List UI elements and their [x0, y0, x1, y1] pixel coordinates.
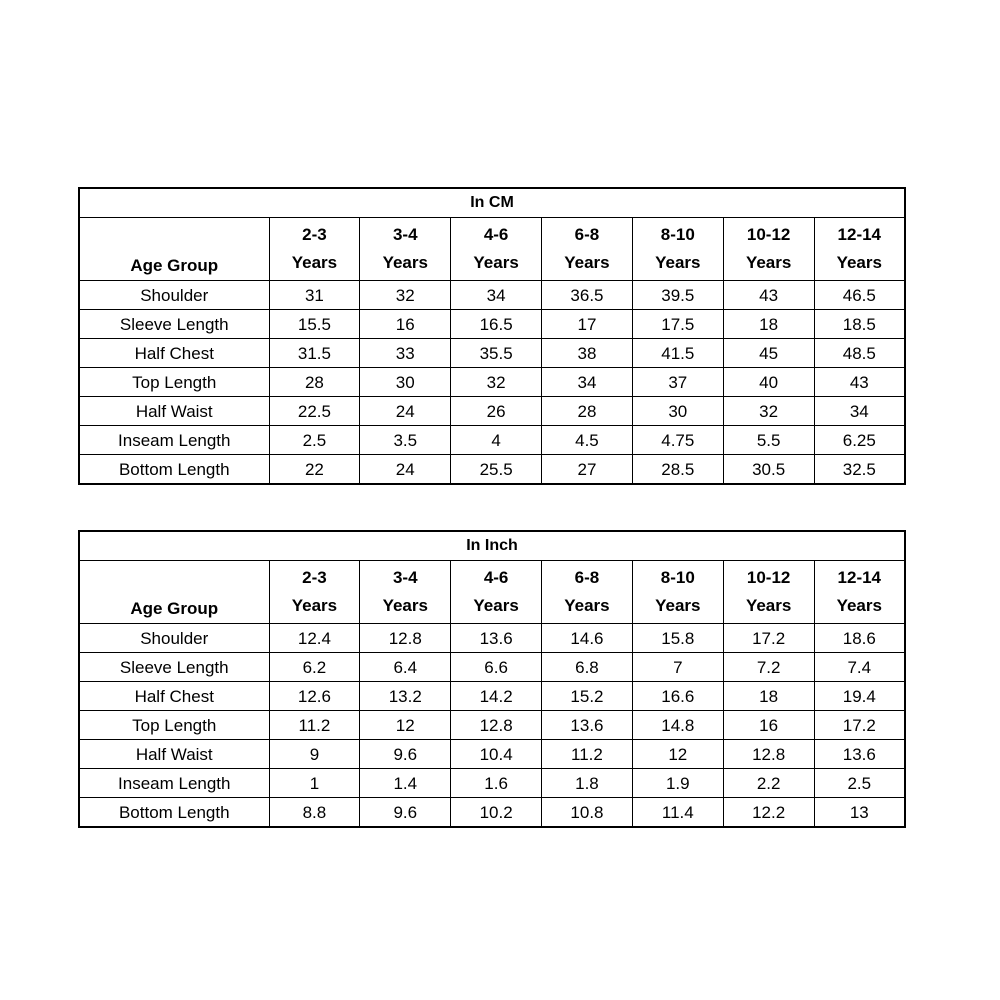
age-column-header — [542, 218, 633, 281]
measurement-value: 17.2 — [723, 624, 814, 653]
measurement-label: Shoulder — [79, 624, 269, 653]
measurement-value: 6.4 — [360, 653, 451, 682]
table-row — [79, 426, 905, 455]
measurement-value: 17.5 — [632, 310, 723, 339]
measurement-value: 28 — [542, 397, 633, 426]
age-unit: Years — [382, 596, 428, 615]
table-title: In Inch — [79, 531, 905, 561]
measurement-value: 48.5 — [814, 339, 905, 368]
measurement-value: 7.4 — [814, 653, 905, 682]
age-column-header — [814, 218, 905, 281]
measurement-value: 34 — [451, 281, 542, 310]
measurement-value: 3.5 — [360, 426, 451, 455]
measurement-value: 12 — [632, 740, 723, 769]
measurement-value: 7 — [632, 653, 723, 682]
measurement-value: 1.4 — [360, 769, 451, 798]
measurement-value: 13.6 — [451, 624, 542, 653]
measurement-value: 14.6 — [542, 624, 633, 653]
measurement-value: 12.2 — [723, 798, 814, 828]
measurement-value: 6.6 — [451, 653, 542, 682]
measurement-value: 46.5 — [814, 281, 905, 310]
measurement-value: 32 — [360, 281, 451, 310]
measurement-value: 32 — [451, 368, 542, 397]
measurement-value: 31.5 — [269, 339, 360, 368]
table-row — [79, 769, 905, 798]
measurement-value: 30.5 — [723, 455, 814, 485]
measurement-label: Inseam Length — [79, 426, 269, 455]
measurement-value: 15.5 — [269, 310, 360, 339]
measurement-value: 22 — [269, 455, 360, 485]
age-range: 8-10 — [660, 568, 695, 587]
table-row — [79, 798, 905, 828]
measurement-value: 1.8 — [542, 769, 633, 798]
size-chart-cm-table — [78, 187, 906, 485]
measurement-value: 32.5 — [814, 455, 905, 485]
measurement-value: 4 — [451, 426, 542, 455]
measurement-label: Sleeve Length — [79, 310, 269, 339]
table-row — [79, 397, 905, 426]
measurement-value: 37 — [632, 368, 723, 397]
age-column-header — [632, 218, 723, 281]
age-column-header — [542, 561, 633, 624]
measurement-value: 22.5 — [269, 397, 360, 426]
table-title: In CM — [79, 188, 905, 218]
measurement-value: 14.2 — [451, 682, 542, 711]
measurement-value: 17.2 — [814, 711, 905, 740]
table-row — [79, 455, 905, 485]
measurement-value: 16 — [723, 711, 814, 740]
measurement-value: 35.5 — [451, 339, 542, 368]
measurement-value: 45 — [723, 339, 814, 368]
measurement-value: 32 — [723, 397, 814, 426]
measurement-label: Inseam Length — [79, 769, 269, 798]
age-column-header — [451, 561, 542, 624]
measurement-label: Top Length — [79, 368, 269, 397]
measurement-value: 33 — [360, 339, 451, 368]
measurement-value: 8.8 — [269, 798, 360, 828]
measurement-value: 12.8 — [451, 711, 542, 740]
measurement-value: 30 — [632, 397, 723, 426]
measurement-value: 38 — [542, 339, 633, 368]
age-column-header — [723, 561, 814, 624]
measurement-value: 15.8 — [632, 624, 723, 653]
measurement-value: 12.4 — [269, 624, 360, 653]
measurement-value: 25.5 — [451, 455, 542, 485]
measurement-value: 41.5 — [632, 339, 723, 368]
measurement-value: 13.6 — [542, 711, 633, 740]
measurement-value: 28.5 — [632, 455, 723, 485]
measurement-value: 9.6 — [360, 798, 451, 828]
measurement-label: Half Waist — [79, 397, 269, 426]
measurement-value: 2.5 — [814, 769, 905, 798]
measurement-value: 14.8 — [632, 711, 723, 740]
table-row — [79, 653, 905, 682]
age-range: 4-6 — [483, 568, 509, 587]
measurement-value: 18 — [723, 310, 814, 339]
measurement-value: 12.8 — [360, 624, 451, 653]
measurement-value: 18.6 — [814, 624, 905, 653]
measurement-value: 10.8 — [542, 798, 633, 828]
measurement-value: 2.5 — [269, 426, 360, 455]
age-unit: Years — [291, 596, 338, 615]
age-range: 4-6 — [483, 225, 509, 244]
table-row — [79, 368, 905, 397]
age-column-header — [632, 561, 723, 624]
measurement-value: 16 — [360, 310, 451, 339]
table-row — [79, 310, 905, 339]
age-range: 10-12 — [746, 568, 791, 587]
age-unit: Years — [836, 253, 882, 272]
measurement-value: 34 — [814, 397, 905, 426]
table-row — [79, 682, 905, 711]
age-range: 12-14 — [837, 568, 882, 587]
measurement-value: 18 — [723, 682, 814, 711]
measurement-value: 12.6 — [269, 682, 360, 711]
age-unit: Years — [745, 253, 792, 272]
measurement-value: 30 — [360, 368, 451, 397]
measurement-value: 17 — [542, 310, 633, 339]
measurement-value: 24 — [360, 455, 451, 485]
measurement-value: 27 — [542, 455, 633, 485]
measurement-value: 9.6 — [360, 740, 451, 769]
measurement-value: 13.6 — [814, 740, 905, 769]
age-range: 8-10 — [660, 225, 695, 244]
age-unit: Years — [745, 596, 792, 615]
measurement-label: Half Chest — [79, 682, 269, 711]
measurement-value: 28 — [269, 368, 360, 397]
measurement-value: 13.2 — [360, 682, 451, 711]
measurement-value: 16.6 — [632, 682, 723, 711]
age-unit: Years — [473, 596, 519, 615]
measurement-value: 1.6 — [451, 769, 542, 798]
measurement-value: 36.5 — [542, 281, 633, 310]
measurement-value: 34 — [542, 368, 633, 397]
measurement-value: 18.5 — [814, 310, 905, 339]
measurement-value: 7.2 — [723, 653, 814, 682]
measurement-value: 2.2 — [723, 769, 814, 798]
measurement-label: Top Length — [79, 711, 269, 740]
measurement-label: Bottom Length — [79, 798, 269, 828]
table-row — [79, 624, 905, 653]
size-chart-inch-table — [78, 530, 906, 828]
age-unit: Years — [473, 253, 519, 272]
measurement-value: 12 — [360, 711, 451, 740]
table-row — [79, 339, 905, 368]
age-unit: Years — [655, 596, 701, 615]
measurement-value: 11.4 — [632, 798, 723, 828]
table-row — [79, 711, 905, 740]
measurement-value: 4.75 — [632, 426, 723, 455]
measurement-value: 1 — [269, 769, 360, 798]
measurement-value: 10.4 — [451, 740, 542, 769]
measurement-value: 43 — [723, 281, 814, 310]
measurement-value: 5.5 — [723, 426, 814, 455]
measurement-value: 4.5 — [542, 426, 633, 455]
measurement-value: 24 — [360, 397, 451, 426]
measurement-value: 11.2 — [542, 740, 633, 769]
measurement-value: 10.2 — [451, 798, 542, 828]
measurement-value: 6.25 — [814, 426, 905, 455]
age-range: 10-12 — [746, 225, 791, 244]
measurement-value: 31 — [269, 281, 360, 310]
age-range: 2-3 — [302, 225, 327, 244]
age-range: 6-8 — [574, 568, 600, 587]
measurement-value: 39.5 — [632, 281, 723, 310]
measurement-value: 6.8 — [542, 653, 633, 682]
measurement-label: Half Chest — [79, 339, 269, 368]
measurement-value: 26 — [451, 397, 542, 426]
measurement-value: 6.2 — [269, 653, 360, 682]
measurement-label: Half Waist — [79, 740, 269, 769]
measurement-label: Sleeve Length — [79, 653, 269, 682]
measurement-value: 40 — [723, 368, 814, 397]
age-unit: Years — [382, 253, 428, 272]
measurement-value: 12.8 — [723, 740, 814, 769]
age-range: 3-4 — [392, 225, 418, 244]
age-column-header — [360, 561, 451, 624]
age-unit: Years — [564, 253, 610, 272]
age-range: 12-14 — [837, 225, 882, 244]
age-column-header — [269, 561, 360, 624]
age-range: 2-3 — [302, 568, 327, 587]
measurement-value: 16.5 — [451, 310, 542, 339]
table-row — [79, 281, 905, 310]
measurement-value: 15.2 — [542, 682, 633, 711]
age-column-header — [451, 218, 542, 281]
measurement-value: 11.2 — [269, 711, 360, 740]
age-range: 6-8 — [574, 225, 600, 244]
measurement-value: 9 — [269, 740, 360, 769]
measurement-label: Bottom Length — [79, 455, 269, 485]
age-column-header — [269, 218, 360, 281]
age-unit: Years — [291, 253, 338, 272]
age-unit: Years — [655, 253, 701, 272]
measurement-value: 1.9 — [632, 769, 723, 798]
age-range: 3-4 — [392, 568, 418, 587]
measurement-value: 13 — [814, 798, 905, 828]
table-row — [79, 740, 905, 769]
measurement-value: 43 — [814, 368, 905, 397]
age-unit: Years — [564, 596, 610, 615]
measurement-label: Shoulder — [79, 281, 269, 310]
age-column-header — [814, 561, 905, 624]
age-column-header — [723, 218, 814, 281]
age-unit: Years — [836, 596, 882, 615]
age-column-header — [360, 218, 451, 281]
age-group-header: Age Group — [79, 561, 269, 624]
measurement-value: 19.4 — [814, 682, 905, 711]
age-group-header: Age Group — [79, 218, 269, 281]
